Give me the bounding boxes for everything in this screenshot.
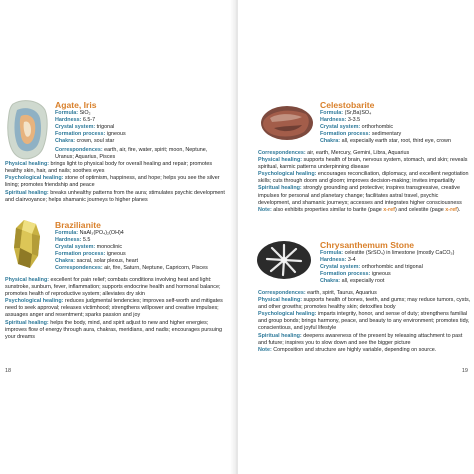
crystal-system: Crystal system: monoclinic xyxy=(55,244,123,251)
chrysanthemum-stone-photo xyxy=(256,240,312,280)
physical-healing: Physical healing: brings light to physical body for overall healing and repair; promotes healthy skin, hair, and nails; soothes eyes xyxy=(5,161,213,175)
formula: Formula: NaAl₃(PO₄)₂(OH)4 xyxy=(55,230,124,236)
hardness: Hardness: 5.5 xyxy=(55,237,91,244)
formula: Formula: (Sr,Ba)SO₄ xyxy=(320,110,372,116)
chrysanthemum-body xyxy=(258,290,472,354)
brazilianite-photo xyxy=(8,218,46,270)
hardness: Hardness: 3-4 xyxy=(320,257,356,264)
agate-body xyxy=(5,147,227,204)
note: Note: Composition and structure are highly variable, depending on source. xyxy=(258,346,437,353)
formula: Formula: SiO₂ xyxy=(55,110,91,116)
entry-agate-iris xyxy=(55,100,205,145)
spiritual-healing: Spiritual healing: deepens awareness of the present by releasing attachment to past and future; inspires you to slow down and see the bigger picture xyxy=(258,332,463,346)
spiritual-healing: Spiritual healing: breaks unhealthy patterns from the aura; stimulates psychic development and clairvoyance; helps shamanic journeys to higher planes xyxy=(5,189,225,203)
chakra: Chakra: all, especially earth star, root, third eye, crown xyxy=(320,138,451,145)
entry-title: Brazilianite xyxy=(55,220,101,230)
right-page xyxy=(238,0,474,474)
correspondences: Correspondences: air, earth, Mercury, Gemini, Libra, Aquarius xyxy=(258,150,410,156)
formation-process: Formation process: igneous xyxy=(55,131,126,138)
spiritual-healing: Spiritual healing: strongly grounding and protective; inspires transgressive, creative impulses for personal and planetary change; facilitates astral travel, psychic development, and shamanic journeys; accesses and integrates higher consciousness xyxy=(258,185,462,206)
chakra: Chakra: crown, soul star xyxy=(55,138,115,145)
formation-process: Formation process: igneous xyxy=(55,251,126,258)
entry-celestobarite xyxy=(320,100,470,145)
formation-process: Formation process: igneous xyxy=(320,271,391,278)
chakra: Chakra: sacral, solar plexus, heart xyxy=(55,258,138,265)
formation-process: Formation process: sedimentary xyxy=(320,131,402,138)
brazilianite-body xyxy=(5,277,227,341)
page-number: 19 xyxy=(461,368,468,374)
entry-brazilianite xyxy=(55,220,215,273)
physical-healing: Physical healing: supports health of bones, teeth, and gums; may reduce tumors, cysts, and other growths; promotes healthy skin; detoxifies body xyxy=(258,297,471,311)
crystal-system: Crystal system: orthorhombic xyxy=(320,124,394,131)
chakra: Chakra: all, especially root xyxy=(320,278,385,285)
correspondences: Correspondences: earth, air, fire, water, spirit; moon, Neptune, Uranus; Aquarius, Pisces xyxy=(55,147,208,161)
hardness: Hardness: 6.5-7 xyxy=(55,117,96,124)
note: Note: also exhibits properties similar to barite (page x-ref) and celestite (page x-ref). xyxy=(258,206,461,213)
formula: Formula: celestite (SrSO₄) in limestone (mostly CaCO₃) xyxy=(320,250,455,256)
hardness: Hardness: 3-3.5 xyxy=(320,117,361,124)
cross-reference-link[interactable]: x-ref xyxy=(445,206,457,213)
spiritual-healing: Spiritual healing: helps the body, mind, and spirit adjust to new and higher energies; improves flow of energy through aura, chakras, meridians, and nadis; encourages pursuing your dreams xyxy=(5,319,222,340)
psychological-healing: Psychological healing: encourages reconciliation, diplomacy, and excellent negotiation skills; cuts through doom and gloom; improves decision-making; invites impartiality xyxy=(258,171,469,185)
celestobarite-photo xyxy=(260,104,314,142)
physical-healing: Physical healing: supports health of brain, nervous system, stomach, and skin; reveals spiritual, karmic patterns underpinning disease xyxy=(258,157,468,171)
crystal-system: Crystal system: trigonal xyxy=(55,124,115,131)
psychological-healing: Psychological healing: reduces judgmental tendencies; improves self-worth and mitigates need to seek approval; releases victimhood; strengthens willpower and creative impulses; assuages anger and resentment; sparks passion and joy xyxy=(5,298,223,319)
cross-reference-link[interactable]: x-ref xyxy=(383,206,395,213)
physical-healing: Physical healing: excellent for pain relief; combats conditions involving heat and light: sunstroke, sunburn, fever, inflammation; supports endocrine health and hormonal balance; promotes health of reproductive system; alleviates dry skin xyxy=(5,277,221,298)
psychological-healing: Psychological healing: stone of optimism, happiness, and hope; helps you see the silver lining; promotes friendship and peace xyxy=(5,175,220,189)
correspondences: Correspondences: air, fire, Saturn, Neptune, Capricorn, Pisces xyxy=(55,265,208,272)
entry-title: Celestobarite xyxy=(320,100,375,110)
page-number: 18 xyxy=(5,368,12,374)
correspondences: Correspondences: earth, spirit, Taurus, Aquarius xyxy=(258,290,377,296)
psychological-healing: Psychological healing: imparts integrity, honor, and sense of duty; strengthens familial and group bonds; brings harmony, peace, and beauty to any environment; promotes tidy, conscientious, and joyful lifestyle xyxy=(258,311,470,332)
entry-title: Agate, Iris xyxy=(55,100,97,110)
entry-title: Chrysanthemum Stone xyxy=(320,240,415,250)
celestobarite-body xyxy=(258,150,472,214)
entry-chrysanthemum-stone xyxy=(320,240,472,285)
crystal-system: Crystal system: orthorhombic and trigonal xyxy=(320,264,423,271)
left-page xyxy=(0,0,236,474)
